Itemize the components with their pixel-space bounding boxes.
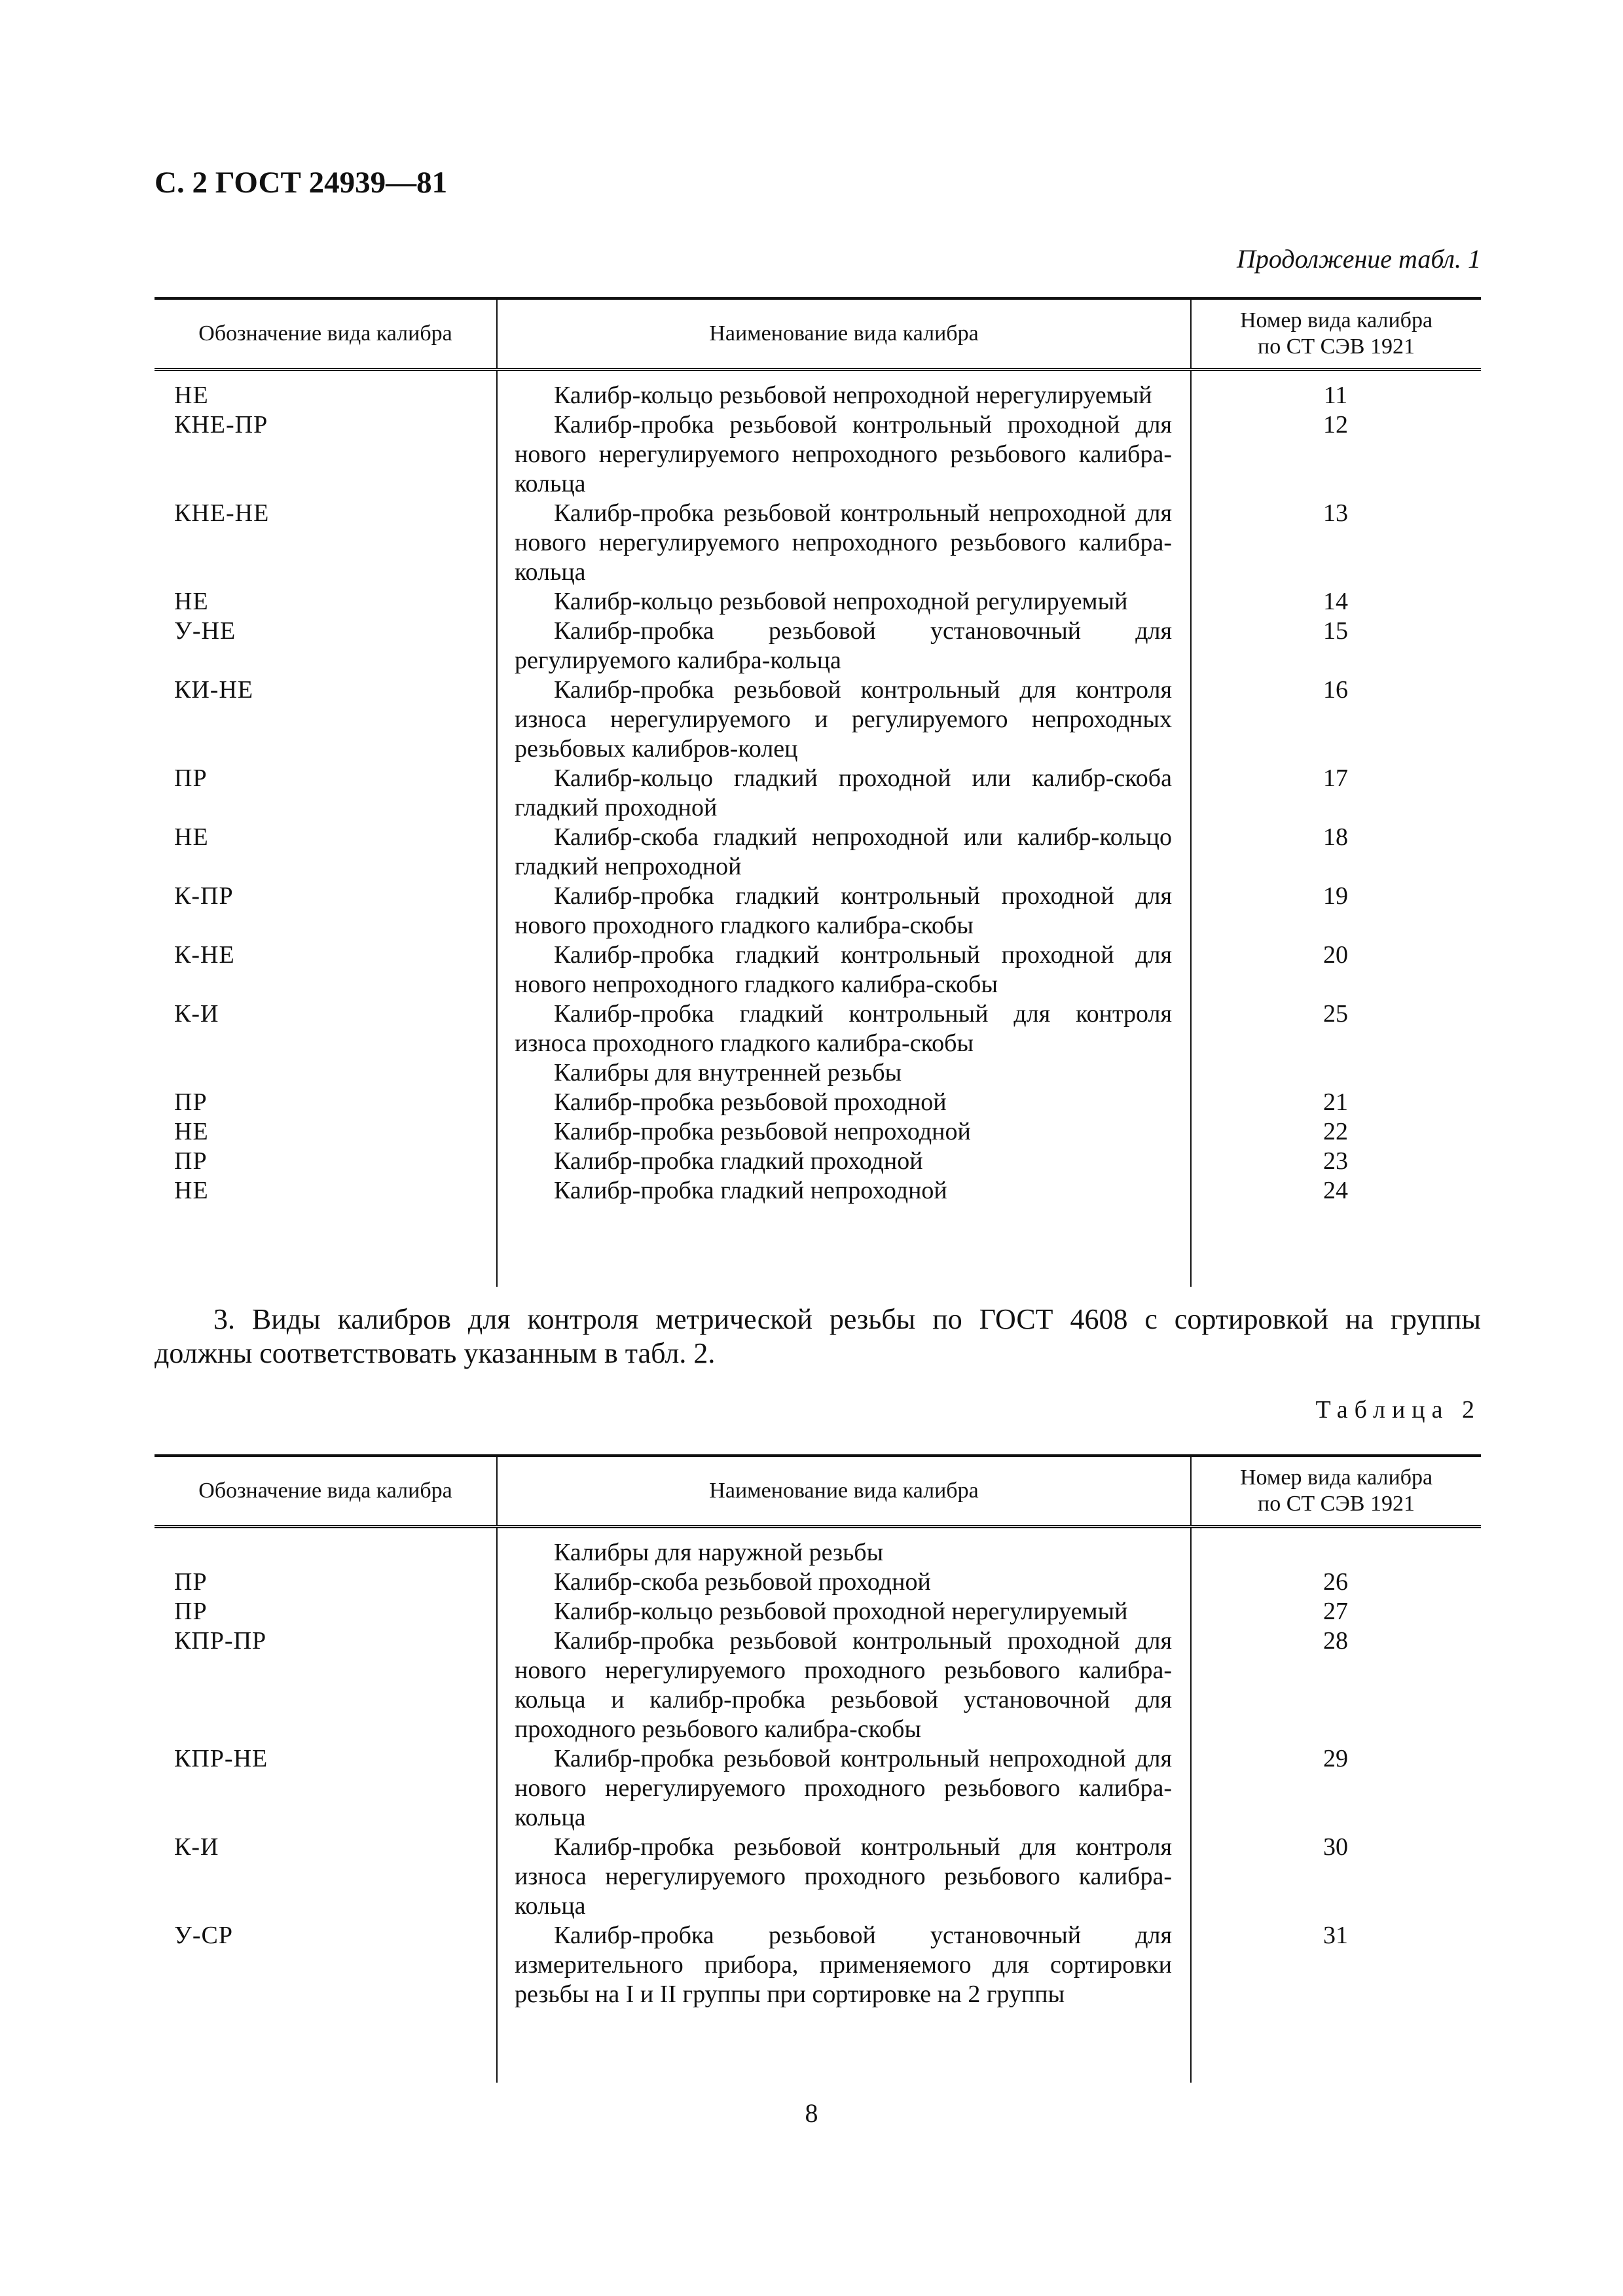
table-2 <box>155 1454 1481 2083</box>
column-header-code: Обозначение вида калибра <box>198 1479 452 1503</box>
number-cell <box>1190 1538 1481 1568</box>
code-cell: КПР-НЕ <box>174 1745 268 1772</box>
table-row <box>155 1744 1481 1833</box>
number-cell: 14 <box>1323 588 1348 615</box>
number-cell: 17 <box>1323 764 1348 792</box>
name-cell: Калибр-кольцо резьбовой непроходной регулируемый <box>554 588 1128 615</box>
number-cell: 27 <box>1323 1598 1348 1625</box>
code-cell: КПР-ПР <box>174 1627 267 1655</box>
name-cell: Калибр-пробка резьбовой контрольный проходной для нового нерегулируемого проходного резьбового калибра-кольца и калибр-пробка резьбовой установочной для проходного резьбового калибра-скобы <box>515 1627 1172 1743</box>
name-cell: Калибр-кольцо резьбовой проходной нерегулируемый <box>554 1598 1128 1625</box>
code-cell: НЕ <box>174 823 209 851</box>
table-row <box>155 1538 1481 1568</box>
number-cell: 11 <box>1323 382 1348 409</box>
table-row <box>155 1088 1481 1117</box>
name-cell: Калибр-пробка резьбовой контрольный для контроля износа нерегулируемого проходного резьбового калибра-кольца <box>515 1833 1172 1920</box>
code-cell: У-НЕ <box>174 617 236 645</box>
page-header: С. 2 ГОСТ 24939—81 <box>155 166 448 200</box>
column-divider <box>496 1528 498 2083</box>
name-cell: Калибр-пробка гладкий контрольный проходной для нового проходного гладкого калибра-скобы <box>515 882 1172 939</box>
table-row <box>155 1176 1481 1206</box>
code-cell: К-НЕ <box>174 941 235 969</box>
number-cell: 20 <box>1323 941 1348 969</box>
number-cell: 31 <box>1323 1922 1348 1949</box>
code-cell: НЕ <box>174 1118 209 1145</box>
name-cell: Калибры для наружной резьбы <box>554 1539 884 1566</box>
code-cell: ПР <box>174 764 208 792</box>
number-cell: 23 <box>1323 1147 1348 1175</box>
code-cell: К-И <box>174 1000 219 1028</box>
table-row <box>155 1921 1481 2009</box>
number-cell: 15 <box>1323 617 1348 645</box>
paragraph-line-1: 3. Виды калибров для контроля метрической резьбы по ГОСТ 4608 с сортировкой на группы <box>213 1303 1481 1335</box>
name-cell: Калибр-пробка резьбовой контрольный непроходной для нового нерегулируемого непроходного резьбового калибра-кольца <box>515 499 1172 586</box>
number-cell: 26 <box>1323 1568 1348 1596</box>
name-cell: Калибр-пробка гладкий проходной <box>554 1147 923 1175</box>
name-cell: Калибр-кольцо гладкий проходной или калибр-скоба гладкий проходной <box>515 764 1172 821</box>
table-1-body <box>155 370 1481 1287</box>
page-number: 8 <box>805 2098 818 2128</box>
code-cell: К-ПР <box>174 882 234 910</box>
column-header-code: Обозначение вида калибра <box>198 321 452 346</box>
table-row <box>155 1117 1481 1147</box>
table-row <box>155 587 1481 617</box>
paragraph-line-2: должны соответствовать указанным в табл. 2. <box>155 1337 716 1369</box>
number-cell: 30 <box>1323 1833 1348 1861</box>
table-2-rows <box>155 1528 1481 2009</box>
table-2-body <box>155 1528 1481 2083</box>
code-cell: НЕ <box>174 588 209 615</box>
name-cell: Калибры для внутренней резьбы <box>554 1059 902 1086</box>
code-cell: ПР <box>174 1598 208 1625</box>
column-header-number-line1: Номер вида калибра <box>1239 308 1433 332</box>
column-header-number <box>1190 1457 1481 1525</box>
name-cell: Калибр-кольцо резьбовой непроходной нерегулируемый <box>554 382 1152 409</box>
column-divider <box>1190 370 1192 1287</box>
code-cell: У-СР <box>174 1922 234 1949</box>
number-cell: 22 <box>1323 1118 1348 1145</box>
code-cell <box>155 1538 496 1568</box>
name-cell: Калибр-пробка резьбовой установочный для регулируемого калибра-кольца <box>515 617 1172 674</box>
name-cell: Калибр-пробка резьбовой контрольный для контроля износа нерегулируемого и регулируемого непроходных резьбовых калибров-колец <box>515 676 1172 762</box>
table-1 <box>155 297 1481 1287</box>
table-row <box>155 1597 1481 1626</box>
table-row <box>155 823 1481 882</box>
table-row <box>155 999 1481 1058</box>
code-cell: КНЕ-ПР <box>174 411 268 439</box>
table-2-header <box>155 1457 1481 1528</box>
table-1-rows <box>155 370 1481 1206</box>
code-cell: КНЕ-НЕ <box>174 499 270 527</box>
code-cell <box>155 1058 496 1088</box>
column-header-number-line2: по СТ СЭВ 1921 <box>1258 334 1415 359</box>
column-header-name: Наименование вида калибра <box>496 1457 1190 1525</box>
column-header-name: Наименование вида калибра <box>496 300 1190 368</box>
name-cell: Калибр-пробка гладкий непроходной <box>554 1177 947 1204</box>
table-row <box>155 1147 1481 1176</box>
code-cell: ПР <box>174 1088 208 1116</box>
number-cell: 25 <box>1323 1000 1348 1028</box>
paragraph-3 <box>155 1302 1481 1371</box>
number-cell <box>1190 1058 1481 1088</box>
table-row <box>155 1626 1481 1744</box>
name-cell: Калибр-пробка резьбовой контрольный проходной для нового нерегулируемого непроходного резьбового калибра-кольца <box>515 411 1172 497</box>
name-cell: Калибр-скоба гладкий непроходной или калибр-кольцо гладкий непроходной <box>515 823 1172 880</box>
column-divider <box>496 370 498 1287</box>
name-cell: Калибр-пробка резьбовой проходной <box>554 1088 947 1116</box>
code-cell: НЕ <box>174 1177 209 1204</box>
table-continuation-label: Продолжение табл. 1 <box>1236 244 1481 274</box>
code-cell: ПР <box>174 1147 208 1175</box>
number-cell: 18 <box>1323 823 1348 851</box>
table-row <box>155 882 1481 941</box>
table-row <box>155 941 1481 999</box>
name-cell: Калибр-пробка резьбовой непроходной <box>554 1118 971 1145</box>
table-row <box>155 381 1481 410</box>
table-2-label: Таблица 2 <box>1315 1396 1481 1424</box>
name-cell: Калибр-пробка гладкий контрольный для контроля износа проходного гладкого калибра-скобы <box>515 1000 1172 1057</box>
number-cell: 16 <box>1323 676 1348 704</box>
number-cell: 12 <box>1323 411 1348 439</box>
number-cell: 13 <box>1323 499 1348 527</box>
table-row <box>155 764 1481 823</box>
table-row <box>155 410 1481 499</box>
name-cell: Калибр-пробка гладкий контрольный проходной для нового непроходного гладкого калибра-скобы <box>515 941 1172 998</box>
table-row <box>155 1568 1481 1597</box>
column-header-number-line1: Номер вида калибра <box>1239 1465 1433 1490</box>
column-divider <box>1190 1528 1192 2083</box>
table-row <box>155 1058 1481 1088</box>
number-cell: 21 <box>1323 1088 1348 1116</box>
table-row <box>155 617 1481 675</box>
number-cell: 19 <box>1323 882 1348 910</box>
table-row <box>155 1833 1481 1921</box>
code-cell: НЕ <box>174 382 209 409</box>
code-cell: ПР <box>174 1568 208 1596</box>
number-cell: 24 <box>1323 1177 1348 1204</box>
table-1-header <box>155 300 1481 371</box>
number-cell: 29 <box>1323 1745 1348 1772</box>
name-cell: Калибр-пробка резьбовой контрольный непроходной для нового нерегулируемого проходного резьбового калибра-кольца <box>515 1745 1172 1831</box>
number-cell: 28 <box>1323 1627 1348 1655</box>
table-row <box>155 499 1481 587</box>
code-cell: КИ-НЕ <box>174 676 254 704</box>
table-row <box>155 675 1481 764</box>
name-cell: Калибр-скоба резьбовой проходной <box>554 1568 931 1596</box>
code-cell: К-И <box>174 1833 219 1861</box>
name-cell: Калибр-пробка резьбовой установочный для измерительного прибора, применяемого для сортировки резьбы на I и II группы при сортировке на 2 группы <box>515 1922 1172 2008</box>
column-header-number-line2: по СТ СЭВ 1921 <box>1258 1492 1415 1516</box>
column-header-number <box>1190 300 1481 368</box>
